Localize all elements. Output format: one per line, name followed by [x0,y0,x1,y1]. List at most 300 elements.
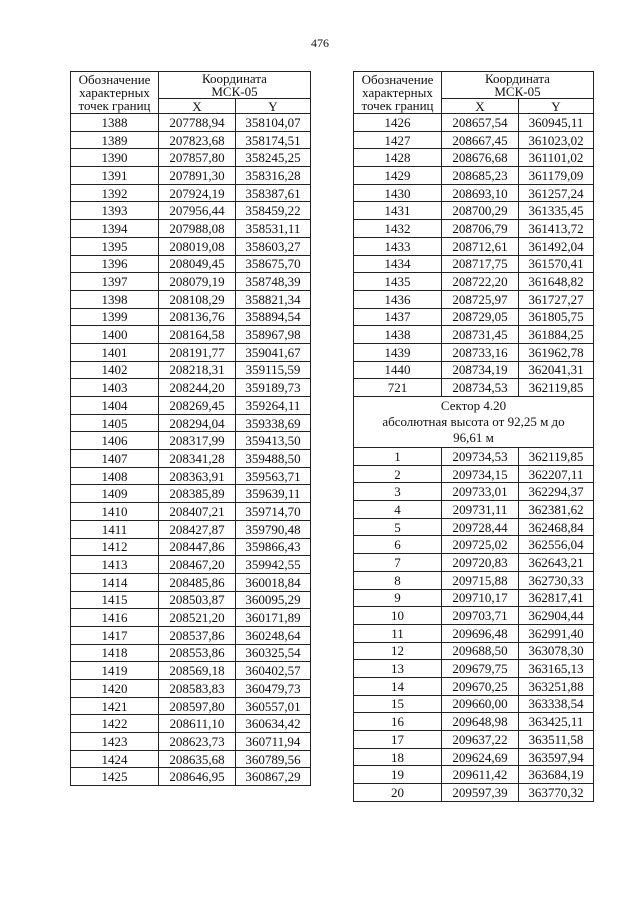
point-number-cell: 1432 [354,220,442,238]
table-row [71,255,311,273]
table-row [71,326,311,344]
x-coordinate-cell: 208447,86 [159,538,236,556]
x-coordinate-cell: 209734,53 [442,448,519,466]
y-coordinate-cell: 359639,11 [236,485,311,503]
x-coordinate-cell: 209728,44 [442,518,519,536]
x-coordinate-cell: 208734,19 [442,361,519,379]
table-row [71,308,311,326]
point-number-cell: 9 [354,589,442,607]
table-row [354,448,594,466]
point-number-cell: 18 [354,748,442,766]
point-number-cell: 1434 [354,255,442,273]
x-coordinate-cell: 208407,21 [159,503,236,521]
table-row [71,450,311,468]
x-coordinate-cell: 208706,79 [442,220,519,238]
y-coordinate-cell: 358894,54 [236,308,311,326]
table-row [354,290,594,308]
point-number-cell: 1396 [71,255,159,273]
point-number-cell: 1426 [354,114,442,132]
x-coordinate-cell: 208553,86 [159,644,236,662]
point-number-cell: 1421 [71,697,159,715]
x-coordinate-cell: 208717,75 [442,255,519,273]
table-row [71,379,311,397]
x-coordinate-cell: 208733,16 [442,343,519,361]
table-row [71,750,311,768]
x-column-header: X [442,99,519,114]
point-number-cell: 14 [354,677,442,695]
table-row [71,520,311,538]
table-row [354,361,594,379]
point-number-cell: 1431 [354,202,442,220]
point-number-cell: 1401 [71,343,159,361]
y-coordinate-cell: 363511,58 [519,731,594,749]
x-coordinate-cell: 208623,73 [159,733,236,751]
y-coordinate-cell: 361962,78 [519,343,594,361]
point-number-cell: 1416 [71,609,159,627]
table-row [71,220,311,238]
point-number-cell: 11 [354,624,442,642]
x-coordinate-cell: 208734,53 [442,379,519,397]
point-number-cell: 6 [354,536,442,554]
x-coordinate-cell: 208731,45 [442,326,519,344]
point-number-cell: 17 [354,731,442,749]
y-coordinate-cell: 363165,13 [519,660,594,678]
y-coordinate-cell: 360634,42 [236,715,311,733]
table-row [354,554,594,572]
x-coordinate-cell: 209688,50 [442,642,519,660]
x-coordinate-cell: 208583,83 [159,680,236,698]
table-row [354,202,594,220]
y-coordinate-cell: 358967,98 [236,326,311,344]
table-row [71,556,311,574]
y-coordinate-cell: 361570,41 [519,255,594,273]
point-number-cell: 4 [354,501,442,519]
y-coordinate-cell: 359189,73 [236,379,311,397]
x-coordinate-cell: 209720,83 [442,554,519,572]
y-coordinate-cell: 358675,70 [236,255,311,273]
table-row [71,414,311,432]
table-row [71,361,311,379]
x-coordinate-cell: 208635,68 [159,750,236,768]
y-coordinate-cell: 359942,55 [236,556,311,574]
x-coordinate-cell: 208191,77 [159,343,236,361]
table-row [354,536,594,554]
y-coordinate-cell: 358459,22 [236,202,311,220]
y-column-header: Y [236,99,311,114]
y-coordinate-cell: 359413,50 [236,432,311,450]
y-coordinate-cell: 361335,45 [519,202,594,220]
y-coordinate-cell: 363338,54 [519,695,594,713]
table-row [354,624,594,642]
y-coordinate-cell: 358104,07 [236,114,311,132]
x-coordinate-cell: 208729,05 [442,308,519,326]
x-coordinate-cell: 209725,02 [442,536,519,554]
y-coordinate-cell: 361727,27 [519,290,594,308]
point-number-cell: 12 [354,642,442,660]
y-coordinate-cell: 359714,70 [236,503,311,521]
point-number-cell: 2 [354,465,442,483]
point-number-cell: 721 [354,379,442,397]
table-row [354,343,594,361]
y-coordinate-cell: 359790,48 [236,520,311,538]
x-coordinate-cell: 208700,29 [442,202,519,220]
point-number-cell: 1395 [71,237,159,255]
x-coordinate-cell: 208725,97 [442,290,519,308]
page-number: 476 [311,36,329,50]
y-coordinate-cell: 358174,51 [236,131,311,149]
table-row [354,326,594,344]
x-coordinate-cell: 209611,42 [442,766,519,784]
table-row [354,748,594,766]
y-coordinate-cell: 359264,11 [236,397,311,415]
table-row [71,715,311,733]
x-coordinate-cell: 209597,39 [442,784,519,802]
x-coordinate-cell: 208693,10 [442,184,519,202]
x-coordinate-cell: 209679,75 [442,660,519,678]
x-coordinate-cell: 208676,68 [442,149,519,167]
table-row [71,432,311,450]
x-coordinate-cell: 208685,23 [442,167,519,185]
point-number-cell: 1423 [71,733,159,751]
y-coordinate-cell: 360095,29 [236,591,311,609]
table-row [71,662,311,680]
x-coordinate-cell: 208019,08 [159,237,236,255]
point-number-cell: 1438 [354,326,442,344]
x-coordinate-cell: 207988,08 [159,220,236,238]
point-number-cell: 1391 [71,167,159,185]
table-row [354,766,594,784]
x-coordinate-cell: 208218,31 [159,361,236,379]
point-number-cell: 3 [354,483,442,501]
table-row [354,731,594,749]
table-row [71,697,311,715]
y-coordinate-cell: 361023,02 [519,131,594,149]
point-number-cell: 1425 [71,768,159,786]
x-coordinate-cell: 208485,86 [159,573,236,591]
point-number-cell: 1402 [71,361,159,379]
y-coordinate-cell: 360402,57 [236,662,311,680]
point-number-cell: 1409 [71,485,159,503]
point-number-cell: 10 [354,607,442,625]
point-number-cell: 1415 [71,591,159,609]
y-coordinate-cell: 359041,67 [236,343,311,361]
y-coordinate-cell: 359338,69 [236,414,311,432]
x-coordinate-cell: 207823,68 [159,131,236,149]
point-number-cell: 1393 [71,202,159,220]
point-number-cell: 1392 [71,184,159,202]
point-number-cell: 1394 [71,220,159,238]
point-number-cell: 1414 [71,573,159,591]
point-number-cell: 1404 [71,397,159,415]
y-coordinate-cell: 360479,73 [236,680,311,698]
y-coordinate-cell: 360711,94 [236,733,311,751]
point-number-cell: 1427 [354,131,442,149]
table-row [71,573,311,591]
y-coordinate-cell: 362468,84 [519,518,594,536]
x-coordinate-cell: 208712,61 [442,237,519,255]
x-coordinate-cell: 208597,80 [159,697,236,715]
y-coordinate-cell: 360171,89 [236,609,311,627]
point-number-cell: 20 [354,784,442,802]
y-coordinate-cell: 360945,11 [519,114,594,132]
y-coordinate-cell: 362991,40 [519,624,594,642]
table-row [71,273,311,291]
y-coordinate-cell: 362381,62 [519,501,594,519]
y-coordinate-cell: 363597,94 [519,748,594,766]
x-coordinate-cell: 209624,69 [442,748,519,766]
table-row [354,184,594,202]
point-number-cell: 15 [354,695,442,713]
x-coordinate-cell: 208646,95 [159,768,236,786]
y-coordinate-cell: 359115,59 [236,361,311,379]
table-row [71,485,311,503]
x-coordinate-cell: 209696,48 [442,624,519,642]
point-number-cell: 1403 [71,379,159,397]
y-coordinate-cell: 358245,25 [236,149,311,167]
point-number-cell: 1407 [71,450,159,468]
y-coordinate-cell: 361257,24 [519,184,594,202]
x-coordinate-cell: 209660,00 [442,695,519,713]
point-number-cell: 1411 [71,520,159,538]
table-row [71,343,311,361]
y-coordinate-cell: 358821,34 [236,290,311,308]
table-row [71,290,311,308]
x-coordinate-cell: 208317,99 [159,432,236,450]
table-row [71,591,311,609]
table-row [71,237,311,255]
y-coordinate-cell: 360789,56 [236,750,311,768]
table-row [71,184,311,202]
point-number-cell: 1440 [354,361,442,379]
table-row [354,114,594,132]
y-coordinate-cell: 361884,25 [519,326,594,344]
y-coordinate-cell: 358531,11 [236,220,311,238]
table-row [71,131,311,149]
table-row [354,784,594,802]
x-coordinate-cell: 209710,17 [442,589,519,607]
y-coordinate-cell: 362119,85 [519,448,594,466]
x-coordinate-cell: 209715,88 [442,571,519,589]
x-coordinate-cell: 208427,87 [159,520,236,538]
table-row [354,501,594,519]
y-coordinate-cell: 361413,72 [519,220,594,238]
point-number-cell: 1418 [71,644,159,662]
y-coordinate-cell: 363251,88 [519,677,594,695]
table-row [71,609,311,627]
table-row [71,149,311,167]
x-coordinate-cell: 209733,01 [442,483,519,501]
y-coordinate-cell: 359563,71 [236,467,311,485]
point-number-cell: 1408 [71,467,159,485]
x-coordinate-cell: 208385,89 [159,485,236,503]
y-coordinate-cell: 363425,11 [519,713,594,731]
point-designation-header: Обозначение характерных точек границ [354,72,442,114]
y-coordinate-cell: 361179,09 [519,167,594,185]
point-number-cell: 1424 [71,750,159,768]
y-coordinate-cell: 360248,64 [236,626,311,644]
y-coordinate-cell: 359866,43 [236,538,311,556]
y-coordinate-cell: 358748,39 [236,273,311,291]
table-row [71,467,311,485]
y-coordinate-cell: 363684,19 [519,766,594,784]
y-coordinate-cell: 362904,44 [519,607,594,625]
x-coordinate-cell: 208049,45 [159,255,236,273]
x-coordinate-cell: 207891,30 [159,167,236,185]
point-number-cell: 1 [354,448,442,466]
point-number-cell: 1417 [71,626,159,644]
table-row [71,644,311,662]
x-coordinate-cell: 208467,20 [159,556,236,574]
x-coordinate-cell: 208657,54 [442,114,519,132]
table-row [354,660,594,678]
y-coordinate-cell: 360557,01 [236,697,311,715]
point-number-cell: 1420 [71,680,159,698]
point-number-cell: 5 [354,518,442,536]
table-row [71,680,311,698]
point-number-cell: 1436 [354,290,442,308]
table-row [354,483,594,501]
table-row [354,518,594,536]
sector-heading: Сектор 4.20 абсолютная высота от 92,25 м до 96,61 м [354,397,594,448]
x-coordinate-cell: 208108,29 [159,290,236,308]
y-coordinate-cell: 360018,84 [236,573,311,591]
x-coordinate-cell: 208611,10 [159,715,236,733]
point-number-cell: 1413 [71,556,159,574]
x-coordinate-cell: 209670,25 [442,677,519,695]
table-row [354,642,594,660]
y-coordinate-cell: 362556,04 [519,536,594,554]
sector-heading-row [354,397,594,448]
x-coordinate-cell: 207788,94 [159,114,236,132]
x-coordinate-cell: 209637,22 [442,731,519,749]
y-coordinate-cell: 362294,37 [519,483,594,501]
x-coordinate-cell: 208503,87 [159,591,236,609]
table-row [354,308,594,326]
coordinates-table-left [70,71,311,786]
x-coordinate-cell: 208363,91 [159,467,236,485]
x-coordinate-cell: 207956,44 [159,202,236,220]
point-number-cell: 19 [354,766,442,784]
y-coordinate-cell: 358316,28 [236,167,311,185]
point-number-cell: 1388 [71,114,159,132]
point-number-cell: 7 [354,554,442,572]
point-number-cell: 1430 [354,184,442,202]
x-coordinate-cell: 208164,58 [159,326,236,344]
x-coordinate-cell: 208521,20 [159,609,236,627]
x-coordinate-cell: 207857,80 [159,149,236,167]
y-coordinate-cell: 362207,11 [519,465,594,483]
point-number-cell: 1397 [71,273,159,291]
table-row [354,220,594,238]
x-coordinate-cell: 209648,98 [442,713,519,731]
y-coordinate-cell: 361805,75 [519,308,594,326]
y-coordinate-cell: 360325,54 [236,644,311,662]
point-number-cell: 1422 [71,715,159,733]
y-coordinate-cell: 361492,04 [519,237,594,255]
table-row [71,167,311,185]
coordinates-table-right [353,71,594,802]
point-number-cell: 8 [354,571,442,589]
table-row [354,167,594,185]
table-row [354,589,594,607]
x-coordinate-cell: 208667,45 [442,131,519,149]
y-coordinate-cell: 362041,31 [519,361,594,379]
x-coordinate-cell: 209731,11 [442,501,519,519]
point-number-cell: 13 [354,660,442,678]
point-number-cell: 1437 [354,308,442,326]
point-number-cell: 1412 [71,538,159,556]
x-coordinate-cell: 208294,04 [159,414,236,432]
table-row [71,538,311,556]
y-coordinate-cell: 360867,29 [236,768,311,786]
x-coordinate-cell: 209703,71 [442,607,519,625]
x-coordinate-cell: 209734,15 [442,465,519,483]
coordinate-system-header: Координата МСК-05 [442,72,594,99]
table-row [354,379,594,397]
y-coordinate-cell: 359488,50 [236,450,311,468]
x-coordinate-cell: 208244,20 [159,379,236,397]
y-coordinate-cell: 361648,82 [519,273,594,291]
table-row [71,626,311,644]
point-designation-header: Обозначение характерных точек границ [71,72,159,114]
table-row [354,677,594,695]
point-number-cell: 1406 [71,432,159,450]
y-coordinate-cell: 358603,27 [236,237,311,255]
table-row [354,607,594,625]
table-row [71,768,311,786]
point-number-cell: 1435 [354,273,442,291]
x-coordinate-cell: 208569,18 [159,662,236,680]
x-column-header: X [159,99,236,114]
table-row [354,713,594,731]
point-number-cell: 16 [354,713,442,731]
x-coordinate-cell: 208269,45 [159,397,236,415]
point-number-cell: 1428 [354,149,442,167]
y-coordinate-cell: 363770,32 [519,784,594,802]
table-row [354,131,594,149]
point-number-cell: 1390 [71,149,159,167]
point-number-cell: 1399 [71,308,159,326]
y-coordinate-cell: 361101,02 [519,149,594,167]
table-row [71,733,311,751]
table-row [71,397,311,415]
point-number-cell: 1419 [71,662,159,680]
table-row [354,237,594,255]
x-coordinate-cell: 207924,19 [159,184,236,202]
y-coordinate-cell: 358387,61 [236,184,311,202]
point-number-cell: 1433 [354,237,442,255]
table-row [354,465,594,483]
table-row [71,114,311,132]
table-row [354,273,594,291]
y-coordinate-cell: 362817,41 [519,589,594,607]
y-column-header: Y [519,99,594,114]
point-number-cell: 1410 [71,503,159,521]
table-row [354,255,594,273]
table-row [71,202,311,220]
point-number-cell: 1429 [354,167,442,185]
x-coordinate-cell: 208079,19 [159,273,236,291]
table-row [354,149,594,167]
table-row [354,571,594,589]
y-coordinate-cell: 362730,33 [519,571,594,589]
coordinate-system-header: Координата МСК-05 [159,72,311,99]
point-number-cell: 1398 [71,290,159,308]
y-coordinate-cell: 362643,21 [519,554,594,572]
x-coordinate-cell: 208537,86 [159,626,236,644]
point-number-cell: 1400 [71,326,159,344]
y-coordinate-cell: 362119,85 [519,379,594,397]
